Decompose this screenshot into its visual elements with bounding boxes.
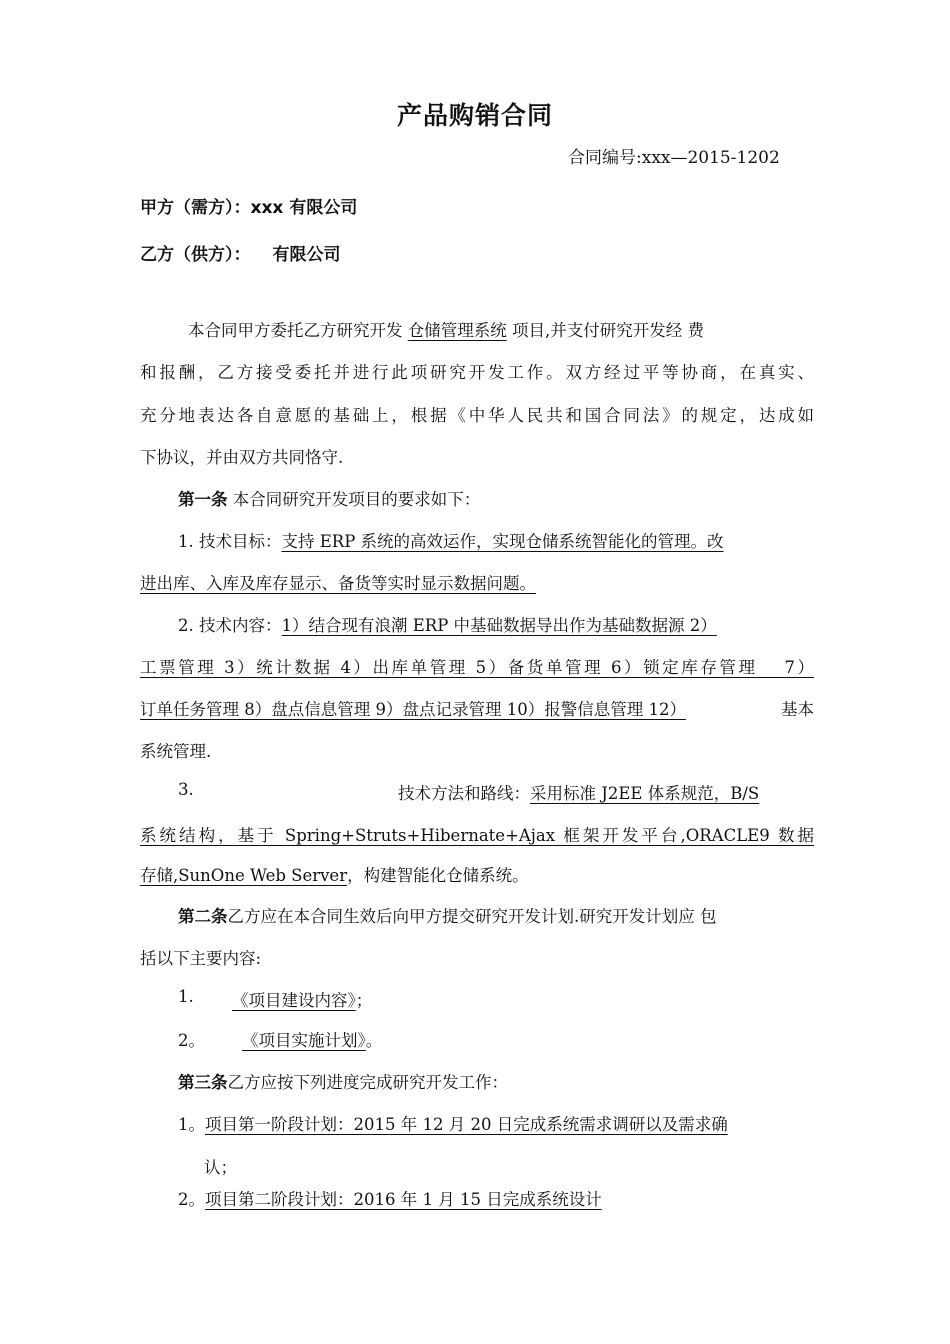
article-1-heading-line (178, 486, 480, 510)
article-2-line-2: 括以下主要内容: (140, 949, 262, 968)
item-text: 订单任务管理 8）盘点信息管理 9）盘点记录管理 10）报警信息管理 12） (140, 700, 686, 719)
article-1-item-3-cont-1: 系统结构，基于 Spring+Struts+Hibernate+Ajax 框架开发平台,ORACLE9 数据 (140, 826, 814, 845)
item-label: 1. 技术目标： (178, 532, 282, 551)
intro-text: 项目,并支付研究开发经 费 (512, 321, 704, 340)
item-text: 基本 (781, 700, 814, 719)
article-text: 乙方应按下列进度完成研究开发工作： (227, 1073, 508, 1092)
project-name: 仓储管理系统 (407, 321, 507, 340)
article-1-item-2 (178, 612, 717, 636)
article-2-item-2-num: 2。 (178, 1031, 205, 1050)
item-text: ； (355, 991, 373, 1010)
article-1-item-2-cont-3: 系统管理. (140, 742, 212, 761)
article-heading: 第一条 (178, 490, 228, 509)
item-text: ，构建智能化仓储系统。 (347, 866, 529, 885)
article-text: 乙方应在本合同生效后向甲方提交研究开发计划.研究开发计划应 包 (227, 907, 717, 926)
intro-line-3: 充分地表达各自意愿的基础上，根据《中华人民共和国合同法》的规定，达成如 (140, 406, 814, 425)
intro-line-4: 下协议，并由双方共同恪守. (140, 448, 344, 467)
article-1-item-3-num: 3. (178, 780, 194, 799)
article-1-item-3 (398, 780, 759, 804)
item-text: 存储,SunOne Web Server (140, 866, 348, 885)
item-num: 1。 (178, 1115, 205, 1134)
contract-number: 合同编号:xxx—2015-1202 (568, 148, 780, 168)
item-text: 《项目实施计划》 (242, 1031, 366, 1050)
intro-line-2: 和报酬，乙方接受委托并进行此项研究开发工作。双方经过平等协商，在真实、 (140, 363, 814, 382)
item-text: 1）结合现有浪潮 ERP 中基础数据导出作为基础数据源 2） (281, 616, 717, 635)
article-1-item-2-cont-1: 工票管理 3）统计数据 4）出库单管理 5）备货单管理 6）锁定库存管理 7） (140, 658, 814, 677)
item-label: 技术方法和路线： (398, 784, 530, 803)
intro-text: 本合同甲方委托乙方研究开发 (188, 321, 403, 340)
party-b-company: 有限公司 (272, 245, 341, 265)
article-heading: 第二条 (178, 907, 228, 926)
article-1-item-1 (178, 528, 724, 552)
article-2-item-1 (232, 987, 372, 1011)
party-b (140, 240, 341, 265)
article-3-heading-line (178, 1069, 508, 1093)
article-1-item-2-cont-2 (140, 696, 814, 720)
item-text: 项目第二阶段计划：2016 年 1 月 15 日完成系统设计 (205, 1190, 602, 1209)
intro-line-1 (188, 317, 704, 341)
article-heading: 第三条 (178, 1073, 228, 1092)
article-text: 本合同研究开发项目的要求如下： (232, 490, 481, 509)
document-title: 产品购销合同 (396, 101, 553, 130)
item-num: 2。 (178, 1190, 205, 1209)
article-3-item-2 (178, 1186, 602, 1210)
party-a: 甲方（需方）：xxx 有限公司 (140, 198, 358, 218)
article-3-item-1-cont: 认； (204, 1158, 237, 1177)
item-text: 采用标准 J2EE 体系规范，B/S (530, 784, 760, 803)
item-text: 。 (365, 1031, 383, 1050)
article-2-heading-line (178, 903, 717, 927)
item-label: 2. 技术内容： (178, 616, 282, 635)
article-1-item-1-cont: 进出库、入库及库存显示、备货等实时显示数据问题。 (140, 574, 536, 593)
article-2-item-2 (242, 1027, 382, 1051)
article-3-item-1 (178, 1111, 728, 1135)
article-2-item-1-num: 1. (178, 987, 194, 1006)
item-text: 项目第一阶段计划：2015 年 12 月 20 日完成系统需求调研以及需求确 (205, 1115, 728, 1134)
item-text: 《项目建设内容》 (232, 991, 356, 1010)
party-b-label: 乙方（供方）： (140, 245, 251, 265)
item-text: 支持 ERP 系统的高效运作，实现仓储系统智能化的管理。改 (281, 532, 724, 551)
article-1-item-3-cont-2 (140, 862, 529, 886)
